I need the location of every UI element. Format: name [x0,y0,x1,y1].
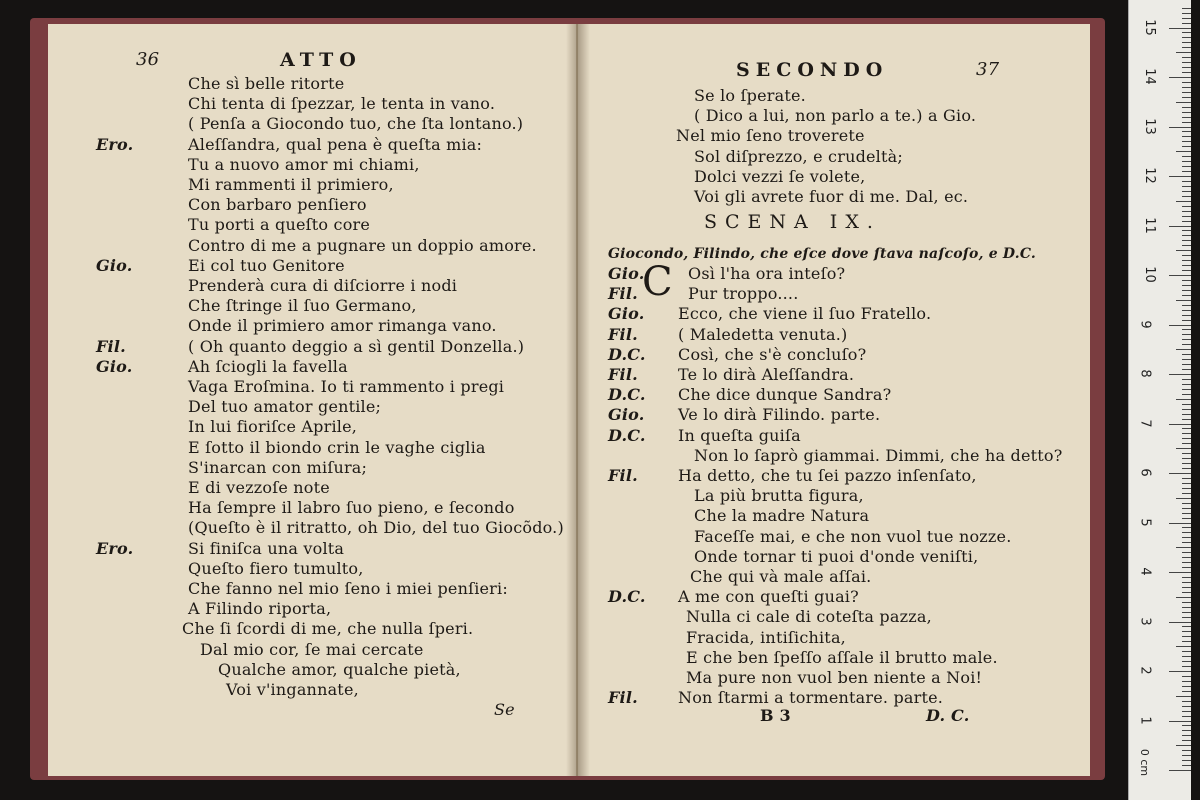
ruler-tick [1182,676,1191,677]
text-line: Che ſi ſcordi di me, che nulla ſperi. [182,619,474,639]
ruler-number: 13 [1141,117,1157,135]
text-line: Tu porti a queſto core [188,215,371,235]
ruler-tick [1169,275,1191,276]
ruler-tick [1182,666,1191,667]
ruler-number: 5 [1137,517,1153,527]
text-line: In lui fioriſce Aprile, [188,417,358,437]
speaker-label: D.C. [608,344,646,364]
ruler-tick [1182,636,1191,637]
text-line: A me con queſti guai? [678,587,859,607]
ruler-tick [1182,47,1191,48]
speaker-label: Ero. [96,538,134,558]
text-line: Se lo ſperate. [694,86,806,105]
text-line: Che dice dunque Sandra? [678,385,892,405]
ruler-number: 10 [1141,266,1157,283]
ruler-tick [1182,339,1191,340]
speaker-label: Gio. [608,264,645,283]
text-line: Chi tenta di ſpezzar, le tenta in vano. [188,94,496,114]
ruler-number: 8 [1137,369,1153,378]
ruler-tick [1182,67,1191,68]
text-line: S'inarcan con miſura; [188,457,368,477]
ruler-tick [1182,32,1191,33]
ruler-tick [1182,206,1191,207]
text-line: ( Oh quanto deggio a sì gentil Donzella.) [188,336,525,356]
ruler-tick [1182,18,1191,19]
ruler-tick [1182,527,1191,528]
ruler-tick [1176,349,1191,350]
ruler-tick [1182,136,1191,137]
text-line: ( Maledetta venuta.) [678,324,848,344]
ruler-tick [1182,537,1191,538]
ruler-tick [1169,473,1191,474]
ruler-tick [1182,230,1191,231]
ruler-tick [1182,72,1191,73]
speaker-label: D.C. [608,587,646,607]
ruler-tick [1182,87,1191,88]
speaker-label: Fil. [96,336,126,356]
ruler-tick [1182,389,1191,390]
ruler-number: 3 [1137,616,1153,626]
ruler-tick [1182,359,1191,360]
ruler-tick [1182,211,1191,212]
text-line: Ei col tuo Genitore [188,255,345,275]
ruler-tick [1182,626,1191,627]
ruler-tick [1182,725,1191,726]
text-line: Nulla ci cale di coteſta pazza, [686,607,932,627]
ruler-number: 9 [1137,319,1153,329]
ruler-tick [1176,201,1191,202]
ruler-number: 14 [1141,68,1157,85]
speaker-label: Fil. [608,324,638,344]
text-line: Mi rammenti il primiero, [188,175,394,194]
text-line: Pur troppo.... [688,284,799,304]
ruler-tick [1182,290,1191,291]
ruler-tick [1182,592,1191,593]
text-line: Qualche amor, qualche pietà, [218,659,461,679]
ruler-tick [1182,344,1191,345]
ruler-tick [1182,369,1191,370]
ruler-tick [1182,285,1191,286]
left-running-head: ATTO [280,49,362,71]
ruler-tick [1182,458,1191,459]
ruler-tick [1182,156,1191,157]
ruler-tick [1182,181,1191,182]
ruler-tick [1176,300,1191,301]
ruler-tick [1176,745,1191,746]
measurement-ruler [1128,0,1191,800]
ruler-tick [1169,176,1191,177]
ruler-tick [1182,428,1191,429]
ruler-tick [1182,750,1191,751]
ruler-tick [1182,166,1191,167]
text-line: Fracida, intiſichita, [686,627,846,647]
ruler-tick [1169,721,1191,722]
ruler-tick [1176,547,1191,548]
ruler-tick [1182,92,1191,93]
ruler-tick [1182,711,1191,712]
ruler-tick [1182,513,1191,514]
ruler-tick [1176,151,1191,152]
ruler-tick [1182,364,1191,365]
text-line: A Filindo riporta, [188,599,332,619]
ruler-tick [1182,602,1191,603]
ruler-tick [1182,404,1191,405]
text-line: Dolci vezzi ſe volete, [694,166,866,186]
ruler-tick [1182,131,1191,132]
speaker-label: D.C. [608,385,646,405]
ruler-tick [1182,617,1191,618]
text-line: Aleſſandra, qual pena è queſta mia: [188,134,483,154]
drop-cap: C [642,259,673,305]
ruler-tick [1182,42,1191,43]
text-line: Ecco, che viene il ſuo Fratello. [678,304,932,324]
text-line: Faceſſe mai, e che non vuol tue nozze. [694,526,1012,546]
ruler-tick [1182,755,1191,756]
ruler-tick [1182,23,1191,24]
ruler-tick [1169,28,1191,29]
ruler-tick [1182,463,1191,464]
ruler-tick [1182,443,1191,444]
ruler-tick [1182,760,1191,761]
ruler-tick [1182,221,1191,222]
ruler-tick [1182,557,1191,558]
ruler-tick [1169,622,1191,623]
text-line: Sol diſprezzo, e crudeltà; [694,146,903,166]
ruler-number: 4 [1137,567,1153,576]
text-line: Non lo ſaprò giammai. Dimmi, che ha detto? [694,445,1063,465]
ruler-tick [1176,399,1191,400]
ruler-tick [1182,13,1191,14]
ruler-tick [1182,587,1191,588]
text-line: Che la madre Natura [694,506,870,526]
text-line: Del tuo amator gentile; [188,397,382,417]
ruler-tick [1182,686,1191,687]
ruler-tick [1182,235,1191,236]
ruler-tick [1182,161,1191,162]
ruler-tick [1182,379,1191,380]
text-line: Voi v'ingannate, [226,680,359,699]
left-page [48,24,578,776]
ruler-tick [1176,448,1191,449]
right-page [578,24,1090,776]
left-catchword: Se [494,700,515,719]
ruler-tick [1182,661,1191,662]
ruler-tick [1169,127,1191,128]
ruler-tick [1182,186,1191,187]
ruler-tick [1182,740,1191,741]
right-catchword: D. C. [926,706,970,725]
ruler-tick [1182,117,1191,118]
ruler-tick [1182,191,1191,192]
ruler-tick [1182,57,1191,58]
right-page-number: 37 [976,59,1000,80]
text-line: Ma pure non vuol ben niente a Noi! [686,668,983,687]
ruler-tick [1169,424,1191,425]
ruler-tick [1182,216,1191,217]
text-line: La più brutta figura, [694,486,864,506]
speaker-label: D.C. [608,425,646,445]
ruler-tick [1182,701,1191,702]
text-line: Che ſtringe il ſuo Germano, [188,296,417,316]
ruler-number: 2 [1137,666,1153,675]
text-line: Voi gli avrete fuor di me. Dal, ec. [694,187,969,206]
ruler-tick [1182,8,1191,9]
ruler-tick [1176,498,1191,499]
ruler-tick [1182,691,1191,692]
ruler-tick [1182,488,1191,489]
speaker-label: Ero. [96,134,134,154]
ruler-tick [1182,112,1191,113]
ruler-tick [1182,265,1191,266]
text-line: Ah ſciogli la favella [188,356,348,376]
speaker-label: Gio. [608,405,645,425]
ruler-tick [1182,409,1191,410]
ruler-tick [1182,270,1191,271]
left-page-number: 36 [136,49,160,70]
signature-mark: B 3 [760,706,791,725]
text-line: Vaga Eroſmina. Io ti rammento i pregi [188,377,505,396]
text-line: E che ben ſpeſſo aſſale il brutto male. [686,647,998,667]
ruler-tick [1182,146,1191,147]
ruler-tick [1182,641,1191,642]
ruler-tick [1182,631,1191,632]
ruler-tick [1182,577,1191,578]
ruler-number: 6 [1137,468,1153,477]
ruler-tick [1182,196,1191,197]
text-line: Nel mio ſeno troverete [676,126,865,146]
text-line: Che sì belle ritorte [188,74,345,93]
text-line: (Queſto è il ritratto, oh Dio, del tuo Giocõdo.) [188,518,564,538]
ruler-tick [1176,250,1191,251]
text-line: In queſta guiſa [678,425,801,445]
ruler-tick [1182,567,1191,568]
scene-heading: SCENA IX. [704,211,881,233]
ruler-tick [1182,607,1191,608]
ruler-tick [1169,671,1191,672]
ruler-tick [1182,503,1191,504]
ruler-tick [1182,245,1191,246]
text-line: Contro di me a pugnare un doppio amore. [188,235,537,255]
ruler-tick [1182,453,1191,454]
ruler-tick [1182,305,1191,306]
text-line: Osì l'ha ora inteſo? [688,264,846,283]
text-line: Onde tornar ti puoi d'onde veniſti, [694,546,979,566]
ruler-tick [1169,523,1191,524]
ruler-tick [1182,97,1191,98]
speaker-label: Fil. [608,284,638,304]
ruler-tick [1176,646,1191,647]
ruler-tick [1182,582,1191,583]
ruler-tick [1182,651,1191,652]
ruler-tick [1169,572,1191,573]
text-line: E ſotto il biondo crin le vaghe ciglia [188,437,486,457]
text-line: Onde il primiero amor rimanga vano. [188,316,497,336]
ruler-tick [1182,394,1191,395]
ruler-tick [1176,696,1191,697]
ruler-number: 15 [1141,18,1157,36]
text-line: Tu a nuovo amor mi chiami, [188,154,420,174]
right-running-head: SECONDO [736,59,889,81]
ruler-tick [1169,77,1191,78]
ruler-tick [1182,562,1191,563]
ruler-tick [1182,656,1191,657]
text-line: Ha detto, che tu ſei pazzo inſenſato, [678,466,977,485]
ruler-tick [1182,62,1191,63]
ruler-tick [1182,542,1191,543]
text-line: Dal mio cor, ſe mai cercate [200,639,424,659]
text-line: Che qui và male aſſai. [690,567,872,586]
ruler-number: 11 [1141,216,1157,234]
speaker-label: Gio. [96,255,133,275]
ruler-tick [1182,612,1191,613]
ruler-tick [1182,82,1191,83]
ruler-tick [1182,735,1191,736]
ruler-tick [1182,329,1191,330]
ruler-tick [1176,52,1191,53]
speaker-label: Fil. [608,688,638,708]
ruler-tick [1182,384,1191,385]
ruler-tick [1182,141,1191,142]
text-line: Si finiſca una volta [188,538,345,558]
ruler-tick [1182,310,1191,311]
ruler-tick [1182,419,1191,420]
ruler-tick [1169,770,1191,771]
ruler-tick [1182,315,1191,316]
ruler-tick [1182,765,1191,766]
ruler-tick [1182,414,1191,415]
ruler-tick [1182,552,1191,553]
ruler-tick [1182,260,1191,261]
text-line: ( Penſa a Giocondo tuo, che ſta lontano.) [188,114,524,134]
ruler-tick [1182,280,1191,281]
ruler-tick [1182,433,1191,434]
text-line: E di vezzoſe note [188,478,330,497]
ruler-tick [1182,518,1191,519]
text-line: Te lo dirà Aleſſandra. [678,365,855,384]
ruler-tick [1182,122,1191,123]
ruler-tick [1182,468,1191,469]
text-line: Con barbaro penſiero [188,195,367,215]
ruler-tick [1182,478,1191,479]
speaker-label: Gio. [96,356,133,376]
text-line: Ha ſempre il labro ſuo pieno, e ſecondo [188,498,515,518]
speaker-label: Fil. [608,466,638,485]
text-line: Ve lo dirà Filindo. parte. [678,405,881,425]
ruler-tick [1182,493,1191,494]
text-line: Così, che s'è concluſo? [678,344,867,364]
ruler-tick [1182,107,1191,108]
ruler-tick [1176,102,1191,103]
ruler-tick [1182,240,1191,241]
text-line: ( Dico a lui, non parlo a te.) a Gio. [694,106,977,126]
text-line: Prenderà cura di diſciorre i nodi [188,276,458,295]
ruler-tick [1176,597,1191,598]
ruler-tick [1182,37,1191,38]
ruler-tick [1182,508,1191,509]
ruler-tick [1182,295,1191,296]
ruler-tick [1182,255,1191,256]
scene-persons: Giocondo, Filindo, che eſce dove ſtava naſcoſo, e D.C. [608,246,1036,262]
book-gutter [566,24,590,776]
ruler-tick [1182,320,1191,321]
ruler-number: 1 [1137,715,1153,725]
ruler-tick [1169,226,1191,227]
ruler-tick [1182,532,1191,533]
ruler-tick [1182,354,1191,355]
ruler-tick [1182,483,1191,484]
ruler-tick [1182,716,1191,717]
ruler-tick [1182,334,1191,335]
ruler-number: 12 [1141,167,1157,184]
ruler-tick [1182,438,1191,439]
text-line: Che fanno nel mio ſeno i miei penſieri: [188,579,508,598]
speaker-label: Fil. [608,365,638,384]
ruler-tick [1169,374,1191,375]
ruler-tick [1182,706,1191,707]
ruler-tick [1182,730,1191,731]
ruler-tick [1169,325,1191,326]
speaker-label: Gio. [608,304,645,324]
ruler-unit-label: 0 cm [1138,748,1152,777]
ruler-number: 7 [1137,418,1153,428]
ruler-tick [1182,681,1191,682]
text-line: Non ſtarmi a tormentare. parte. [678,688,944,708]
text-line: Queſto fiero tumulto, [188,558,364,578]
ruler-tick [1182,171,1191,172]
